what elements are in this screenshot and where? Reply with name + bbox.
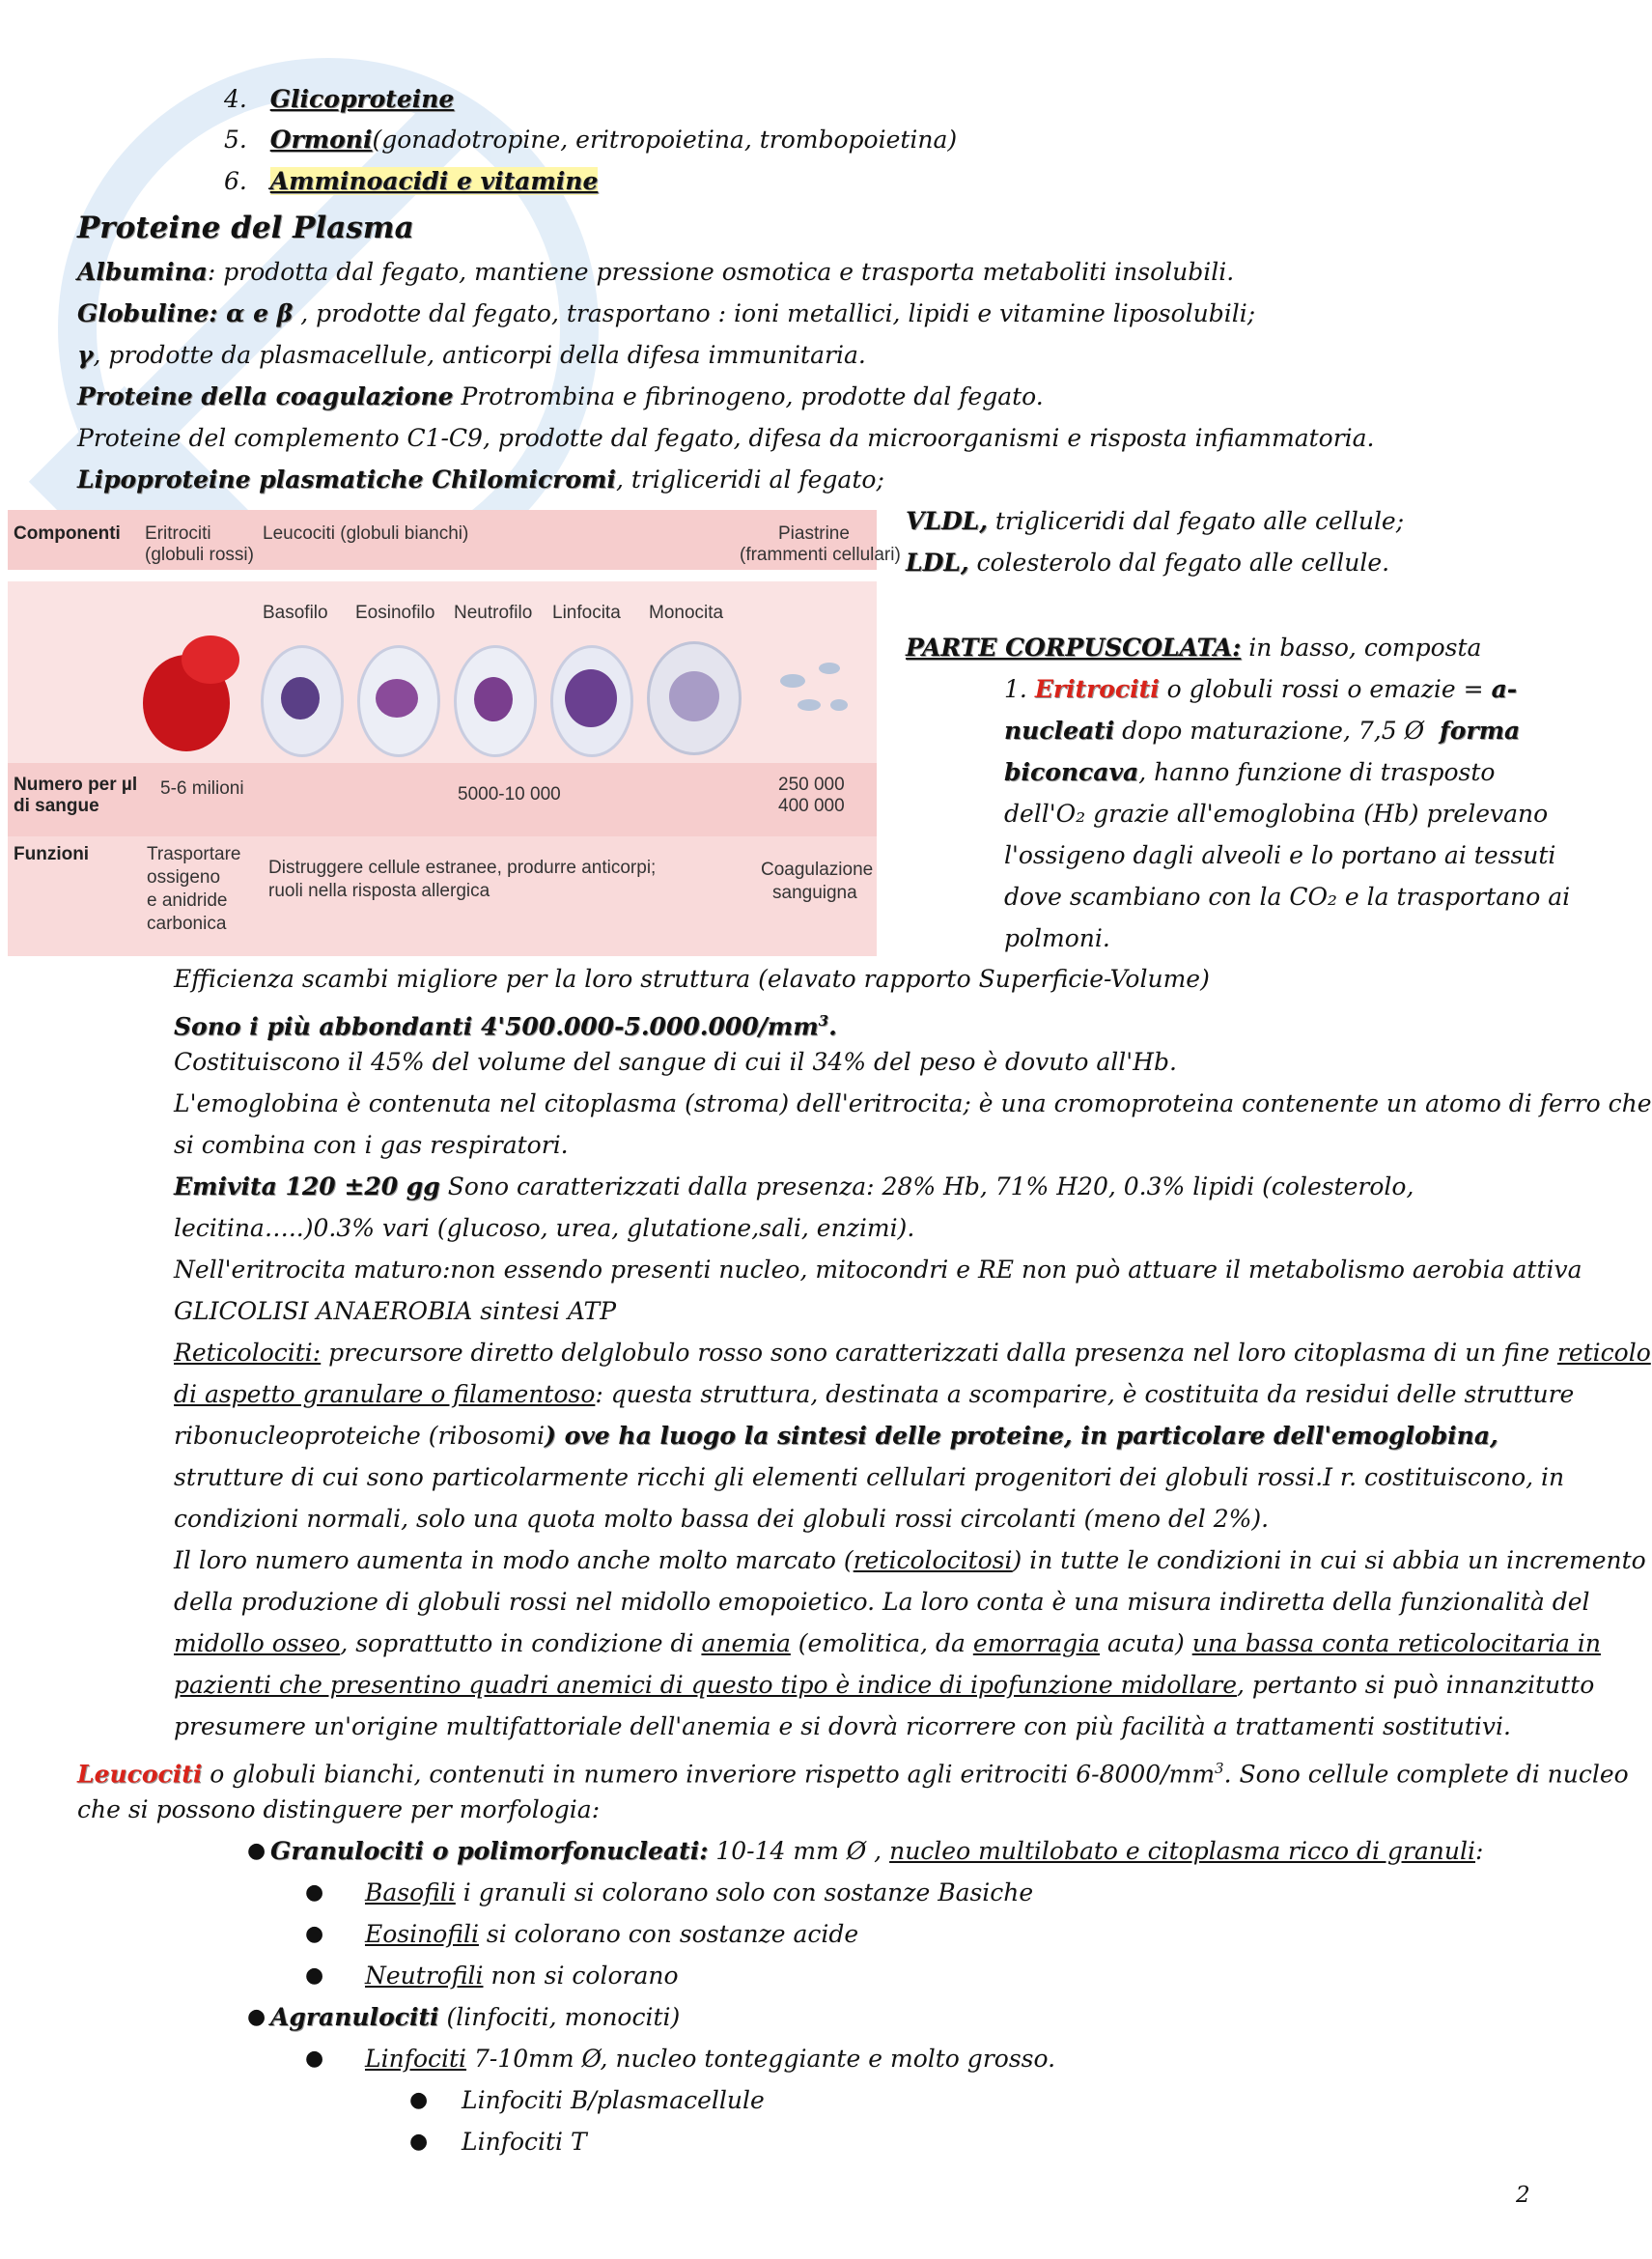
neutrofili-text: non si colorano bbox=[483, 1962, 679, 1990]
emivita-text: Sono caratterizzati dalla presenza: 28% Hb, 71% H20, 0.3% lipidi (colesterolo, bbox=[439, 1172, 1414, 1200]
linfociti-line bbox=[365, 2045, 1055, 2074]
numero-line-4 bbox=[174, 1671, 1594, 1700]
eritrociti-bold: a- bbox=[1491, 675, 1518, 703]
granulociti-heading: Granulociti o polimorfonucleati: bbox=[270, 1837, 709, 1865]
globuline-text: , prodotte dal fegato, trasportano : ioni metallici, lipidi e vitamine liposolubili; bbox=[293, 299, 1256, 327]
maturo-line-1: Nell'eritrocita maturo:non essendo presenti nucleo, mitocondri e RE non può attuare il metabolismo aerobia attiva bbox=[174, 1256, 1582, 1284]
leucociti-line-2: che si possono distinguere per morfologia: bbox=[77, 1795, 601, 1823]
albumina-text: : prodotta dal fegato, mantiene pressione osmotica e trasporta metaboliti insolubili. bbox=[207, 258, 1235, 286]
eosinofili-line bbox=[365, 1920, 858, 1949]
fig-f-leu-2: ruoli nella risposta allergica bbox=[268, 881, 490, 901]
lipoproteine-line bbox=[77, 466, 884, 494]
numero-line-3 bbox=[174, 1629, 1601, 1658]
eritrociti-number: 1. bbox=[1004, 675, 1027, 703]
numero-line-5: presumere un'origine multifattoriale dell'anemia e si dovrà ricorrere con più facilità a trattamenti sostitutivi. bbox=[174, 1712, 1511, 1740]
eritrociti-line-3 bbox=[1004, 758, 1495, 787]
fig-f-eri-3: e anidride bbox=[147, 890, 228, 911]
neutrofili-underlined: Neutrofili bbox=[365, 1962, 484, 1990]
eritrociti-line-4: dell'O₂ grazie all'emoglobina (Hb) prelevano bbox=[1004, 800, 1549, 828]
bullet-icon: ● bbox=[409, 2130, 429, 2154]
list-heading: Glicoproteine bbox=[269, 85, 455, 113]
emoglobina-line-1: L'emoglobina è contenuta nel citoplasma (stroma) dell'eritrocita; è una cromoproteina contenente un atomo di ferro che bbox=[174, 1089, 1652, 1117]
reticolo-underlined: reticolo bbox=[1556, 1339, 1651, 1367]
numero3-text-b: (emolitica, da bbox=[790, 1629, 973, 1657]
list-item-6 bbox=[224, 167, 598, 196]
bassa-conta-underlined: una bassa conta reticolocitaria in bbox=[1191, 1629, 1601, 1657]
figure-cells-band bbox=[8, 581, 877, 765]
fig-numero-2: di sangue bbox=[14, 796, 99, 816]
vldl-text: trigliceridi dal fegato alle cellule; bbox=[987, 507, 1405, 535]
reticolo-aspetto-underlined: di aspetto granulare o filamentoso bbox=[174, 1380, 596, 1408]
complemento-line: Proteine del complemento C1-C9, prodotte dal fegato, difesa da microorganismi e risposta infiammatoria. bbox=[77, 424, 1375, 452]
emivita-line-1 bbox=[174, 1172, 1414, 1201]
fig-leucociti: Leucociti (globuli bianchi) bbox=[263, 523, 469, 544]
globuline-heading: Globuline: α e β bbox=[77, 299, 294, 327]
eosinofilo-cell bbox=[357, 645, 440, 757]
numero3-text-c: acuta) bbox=[1100, 1629, 1192, 1657]
list-heading: Amminoacidi e vitamine bbox=[269, 167, 599, 195]
agranulociti-heading: Agranulociti bbox=[270, 2003, 439, 2031]
linfociti-text: 7-10mm Ø, nucleo tonteggiante e molto grosso. bbox=[466, 2045, 1056, 2073]
granulociti-end: : bbox=[1475, 1837, 1484, 1865]
abbondanti-text: Sono i più abbondanti 4'500.000-5.000.000/mm bbox=[174, 1012, 819, 1041]
numero3-text-a: , soprattutto in condizione di bbox=[340, 1629, 702, 1657]
fig-f-pia-2: sanguigna bbox=[772, 883, 857, 903]
reticolociti-line-4: strutture di cui sono particolarmente ricchi gli elementi cellulari progenitori dei globuli rossi.I r. costituiscono, in bbox=[174, 1463, 1565, 1491]
list-text: (gonadotropine, eritropoietina, trombopoietina) bbox=[372, 126, 958, 154]
reticolociti-text-3: ribonucleoproteiche (ribosomi bbox=[174, 1422, 546, 1450]
abbondanti-line: Sono i più abbondanti $4'500.000-5.000.000/mm^3$. bbox=[174, 1012, 837, 1041]
globuline-line bbox=[77, 299, 1255, 328]
vldl-line bbox=[906, 507, 1404, 536]
fig-eosinofilo: Eosinofilo bbox=[355, 603, 435, 623]
fig-linfocita: Linfocita bbox=[552, 603, 621, 623]
fig-piastrine: Piastrine bbox=[778, 523, 850, 544]
fig-n-eritrociti: 5-6 milioni bbox=[160, 778, 244, 799]
granulociti-line bbox=[270, 1837, 1483, 1866]
linfociti-t-line: Linfociti T bbox=[462, 2128, 587, 2156]
bullet-icon: ● bbox=[305, 1922, 324, 1946]
list-number: 4. bbox=[224, 85, 247, 113]
fig-f-pia-1: Coagulazione bbox=[761, 860, 874, 880]
eritrociti-text-3: , hanno funzione di trasposto bbox=[1138, 758, 1496, 786]
numero-line-1 bbox=[174, 1546, 1646, 1575]
basofili-line bbox=[365, 1878, 1033, 1907]
gamma-heading: γ bbox=[77, 341, 94, 369]
coagulazione-text: Protrombina e fibrinogeno, prodotte dal fegato. bbox=[453, 382, 1044, 410]
bullet-icon: ● bbox=[247, 2005, 266, 2029]
eritrociti-line-6: dove scambiano con la CO₂ e la trasportano ai bbox=[1004, 883, 1571, 911]
list-number: 5. bbox=[224, 126, 247, 154]
red-blood-cell-illustration bbox=[182, 635, 239, 684]
reticolociti-text-2: : questa struttura, destinata a scomparire, è costituita da residui delle strutture bbox=[595, 1380, 1575, 1408]
piastrina-illustration bbox=[798, 699, 821, 711]
fig-f-leu-1: Distruggere cellule estranee, produrre anticorpi; bbox=[268, 858, 657, 878]
anemia-underlined: anemia bbox=[701, 1629, 791, 1657]
eritrociti-line-1 bbox=[1004, 675, 1517, 704]
list-heading: Ormoni bbox=[269, 126, 373, 154]
midollo-osseo-underlined: midollo osseo bbox=[174, 1629, 341, 1657]
reticolociti-line-2 bbox=[174, 1380, 1574, 1409]
piastrina-illustration bbox=[830, 699, 848, 711]
reticolocitosi-underlined: reticolocitosi bbox=[853, 1546, 1013, 1574]
numero-text-a: Il loro numero aumenta in modo anche molto marcato ( bbox=[174, 1546, 854, 1574]
fig-globuli-rossi: (globuli rossi) bbox=[145, 545, 254, 565]
fig-monocita: Monocita bbox=[649, 603, 724, 623]
lipoproteine-text: , trigliceridi al fegato; bbox=[615, 466, 884, 494]
eritrociti-text: o globuli rossi o emazie = bbox=[1159, 675, 1484, 703]
nucleo-multilobato-underlined: nucleo multilobato e citoplasma ricco di granuli bbox=[889, 1837, 1476, 1865]
numero-line-2: della produzione di globuli rossi nel midollo emopoietico. La loro conta è una misura indiretta della funzionalità del bbox=[174, 1588, 1590, 1616]
reticolociti-line-3 bbox=[174, 1422, 1498, 1451]
corpuscolata-line bbox=[906, 634, 1481, 663]
fig-n-piastrine-1: 250 000 bbox=[778, 775, 845, 795]
albumina-line bbox=[77, 258, 1234, 287]
fig-f-eri-1: Trasportare bbox=[147, 844, 241, 864]
reticolociti-line-5: condizioni normali, solo una quota molto bassa dei globuli rossi circolanti (meno del 2%). bbox=[174, 1505, 1270, 1533]
leucociti-text: o globuli bianchi, contenuti in numero inveriore rispetto agli eritrociti 6-8000/mm bbox=[202, 1760, 1216, 1789]
fig-basofilo: Basofilo bbox=[263, 603, 328, 623]
eritrociti-line-2 bbox=[1004, 717, 1520, 746]
basofili-underlined: Basofili bbox=[365, 1878, 456, 1906]
gamma-line bbox=[77, 341, 866, 370]
basofili-text: i granuli si colorano solo con sostanze Basiche bbox=[455, 1878, 1034, 1906]
eosinofili-underlined: Eosinofili bbox=[365, 1920, 479, 1948]
granulociti-text: 10-14 mm Ø , bbox=[708, 1837, 890, 1865]
costituiscono-line: Costituiscono il 45% del volume del sangue di cui il 34% del peso è dovuto all'Hb. bbox=[174, 1048, 1177, 1076]
emoglobina-line-2: si combina con i gas respiratori. bbox=[174, 1131, 569, 1159]
fig-n-leucociti: 5000-10 000 bbox=[458, 784, 561, 805]
ipofunzione-underlined: pazienti che presentino quadri anemici di questo tipo è indice di ipofunzione midollare bbox=[174, 1671, 1238, 1699]
sintesi-proteine-bold: ) ove ha luogo la sintesi delle proteine, in particolare dell'emoglobina, bbox=[545, 1422, 1498, 1450]
fig-componenti: Componenti bbox=[14, 523, 121, 544]
bullet-icon: ● bbox=[305, 2047, 324, 2071]
bullet-icon: ● bbox=[409, 2088, 429, 2112]
albumina-heading: Albumina bbox=[77, 258, 208, 286]
fig-f-eri-2: ossigeno bbox=[147, 867, 221, 888]
emivita-line-2: lecitina…..)0.3% vari (glucoso, urea, glutatione,sali, enzimi). bbox=[174, 1214, 915, 1242]
coagulazione-heading: Proteine della coagulazione bbox=[77, 382, 454, 410]
bullet-icon: ● bbox=[305, 1963, 324, 1988]
abbondanti-sup: 3 bbox=[818, 1012, 829, 1030]
linfociti-underlined: Linfociti bbox=[365, 2045, 467, 2073]
agranulociti-line bbox=[270, 2003, 680, 2032]
numero-text-b: ) in tutte le condizioni in cui si abbia un incremento bbox=[1012, 1546, 1646, 1574]
page-number: 2 bbox=[1516, 2183, 1530, 2208]
bullet-icon: ● bbox=[305, 1880, 324, 1905]
piastrina-illustration bbox=[819, 663, 840, 674]
leucociti-line-1 bbox=[77, 1754, 1629, 1789]
neutrofilo-cell bbox=[454, 645, 537, 757]
eritrociti-text-2: dopo maturazione, 7,5 Ø bbox=[1114, 717, 1425, 745]
section-title-plasma: Proteine del Plasma bbox=[77, 211, 414, 245]
gamma-text: , prodotte da plasmacellule, anticorpi della difesa immunitaria. bbox=[93, 341, 866, 369]
figure-number-band bbox=[8, 763, 877, 846]
nucleati-bold: nucleati bbox=[1004, 717, 1115, 745]
efficienza-line: Efficienza scambi migliore per la loro struttura (elavato rapporto Superficie-Volume) bbox=[174, 965, 1210, 993]
eritrociti-heading: Eritrociti bbox=[1034, 675, 1160, 703]
fig-f-eri-4: carbonica bbox=[147, 914, 227, 934]
ldl-line bbox=[906, 549, 1389, 578]
list-number: 6. bbox=[224, 167, 247, 195]
fig-eritrociti: Eritrociti bbox=[145, 523, 211, 544]
list-item-4 bbox=[224, 85, 454, 114]
ldl-text: colesterolo dal fegato alle cellule. bbox=[968, 549, 1390, 577]
leucociti-heading: Leucociti bbox=[77, 1760, 203, 1789]
reticolociti-heading: Reticolociti: bbox=[174, 1339, 322, 1367]
fig-n-piastrine-2: 400 000 bbox=[778, 796, 845, 816]
blood-components-figure bbox=[8, 510, 901, 956]
reticolociti-line-1 bbox=[174, 1339, 1651, 1368]
fig-funzioni: Funzioni bbox=[14, 844, 90, 864]
fig-frammenti: (frammenti cellulari) bbox=[740, 545, 901, 565]
linfociti-b-line: Linfociti B/plasmacellule bbox=[462, 2086, 765, 2114]
biconcava-bold: biconcava bbox=[1004, 758, 1139, 786]
fig-numero-1: Numero per µl bbox=[14, 775, 138, 795]
forma-bold: forma bbox=[1439, 717, 1521, 745]
linfocita-cell bbox=[550, 645, 633, 757]
lipoproteine-heading: Lipoproteine plasmatiche Chilomicromi bbox=[77, 466, 616, 494]
leucociti-sup: 3 bbox=[1215, 1760, 1224, 1777]
emivita-heading: Emivita 120 ±20 gg bbox=[174, 1172, 440, 1200]
corpuscolata-text: in basso, composta bbox=[1241, 634, 1482, 662]
piastrina-illustration bbox=[780, 674, 805, 688]
reticolociti-text: precursore diretto delglobulo rosso sono caratterizzati dalla presenza nel loro citoplasma di un fine bbox=[321, 1339, 1557, 1367]
numero4-text: , pertanto si può innanzitutto bbox=[1237, 1671, 1595, 1699]
emorragia-underlined: emorragia bbox=[972, 1629, 1101, 1657]
eritrociti-line-7: polmoni. bbox=[1004, 924, 1110, 952]
fig-neutrofilo: Neutrofilo bbox=[454, 603, 533, 623]
leucociti-text-2: . Sono cellule complete di nucleo bbox=[1223, 1760, 1629, 1789]
corpuscolata-heading: PARTE CORPUSCOLATA: bbox=[906, 634, 1242, 662]
ldl-heading: LDL, bbox=[906, 549, 969, 577]
bullet-icon: ● bbox=[247, 1839, 266, 1863]
maturo-line-2: GLICOLISI ANAEROBIA sintesi ATP bbox=[174, 1297, 617, 1325]
vldl-heading: VLDL, bbox=[906, 507, 988, 535]
neutrofili-line bbox=[365, 1962, 679, 1991]
eritrociti-line-5: l'ossigeno dagli alveoli e lo portano ai tessuti bbox=[1004, 841, 1556, 869]
basofilo-cell bbox=[261, 645, 344, 757]
list-item-5 bbox=[224, 126, 957, 155]
agranulociti-text: (linfociti, monociti) bbox=[438, 2003, 681, 2031]
coagulazione-line bbox=[77, 382, 1044, 411]
eosinofili-text: si colorano con sostanze acide bbox=[478, 1920, 859, 1948]
monocita-cell bbox=[647, 641, 742, 755]
